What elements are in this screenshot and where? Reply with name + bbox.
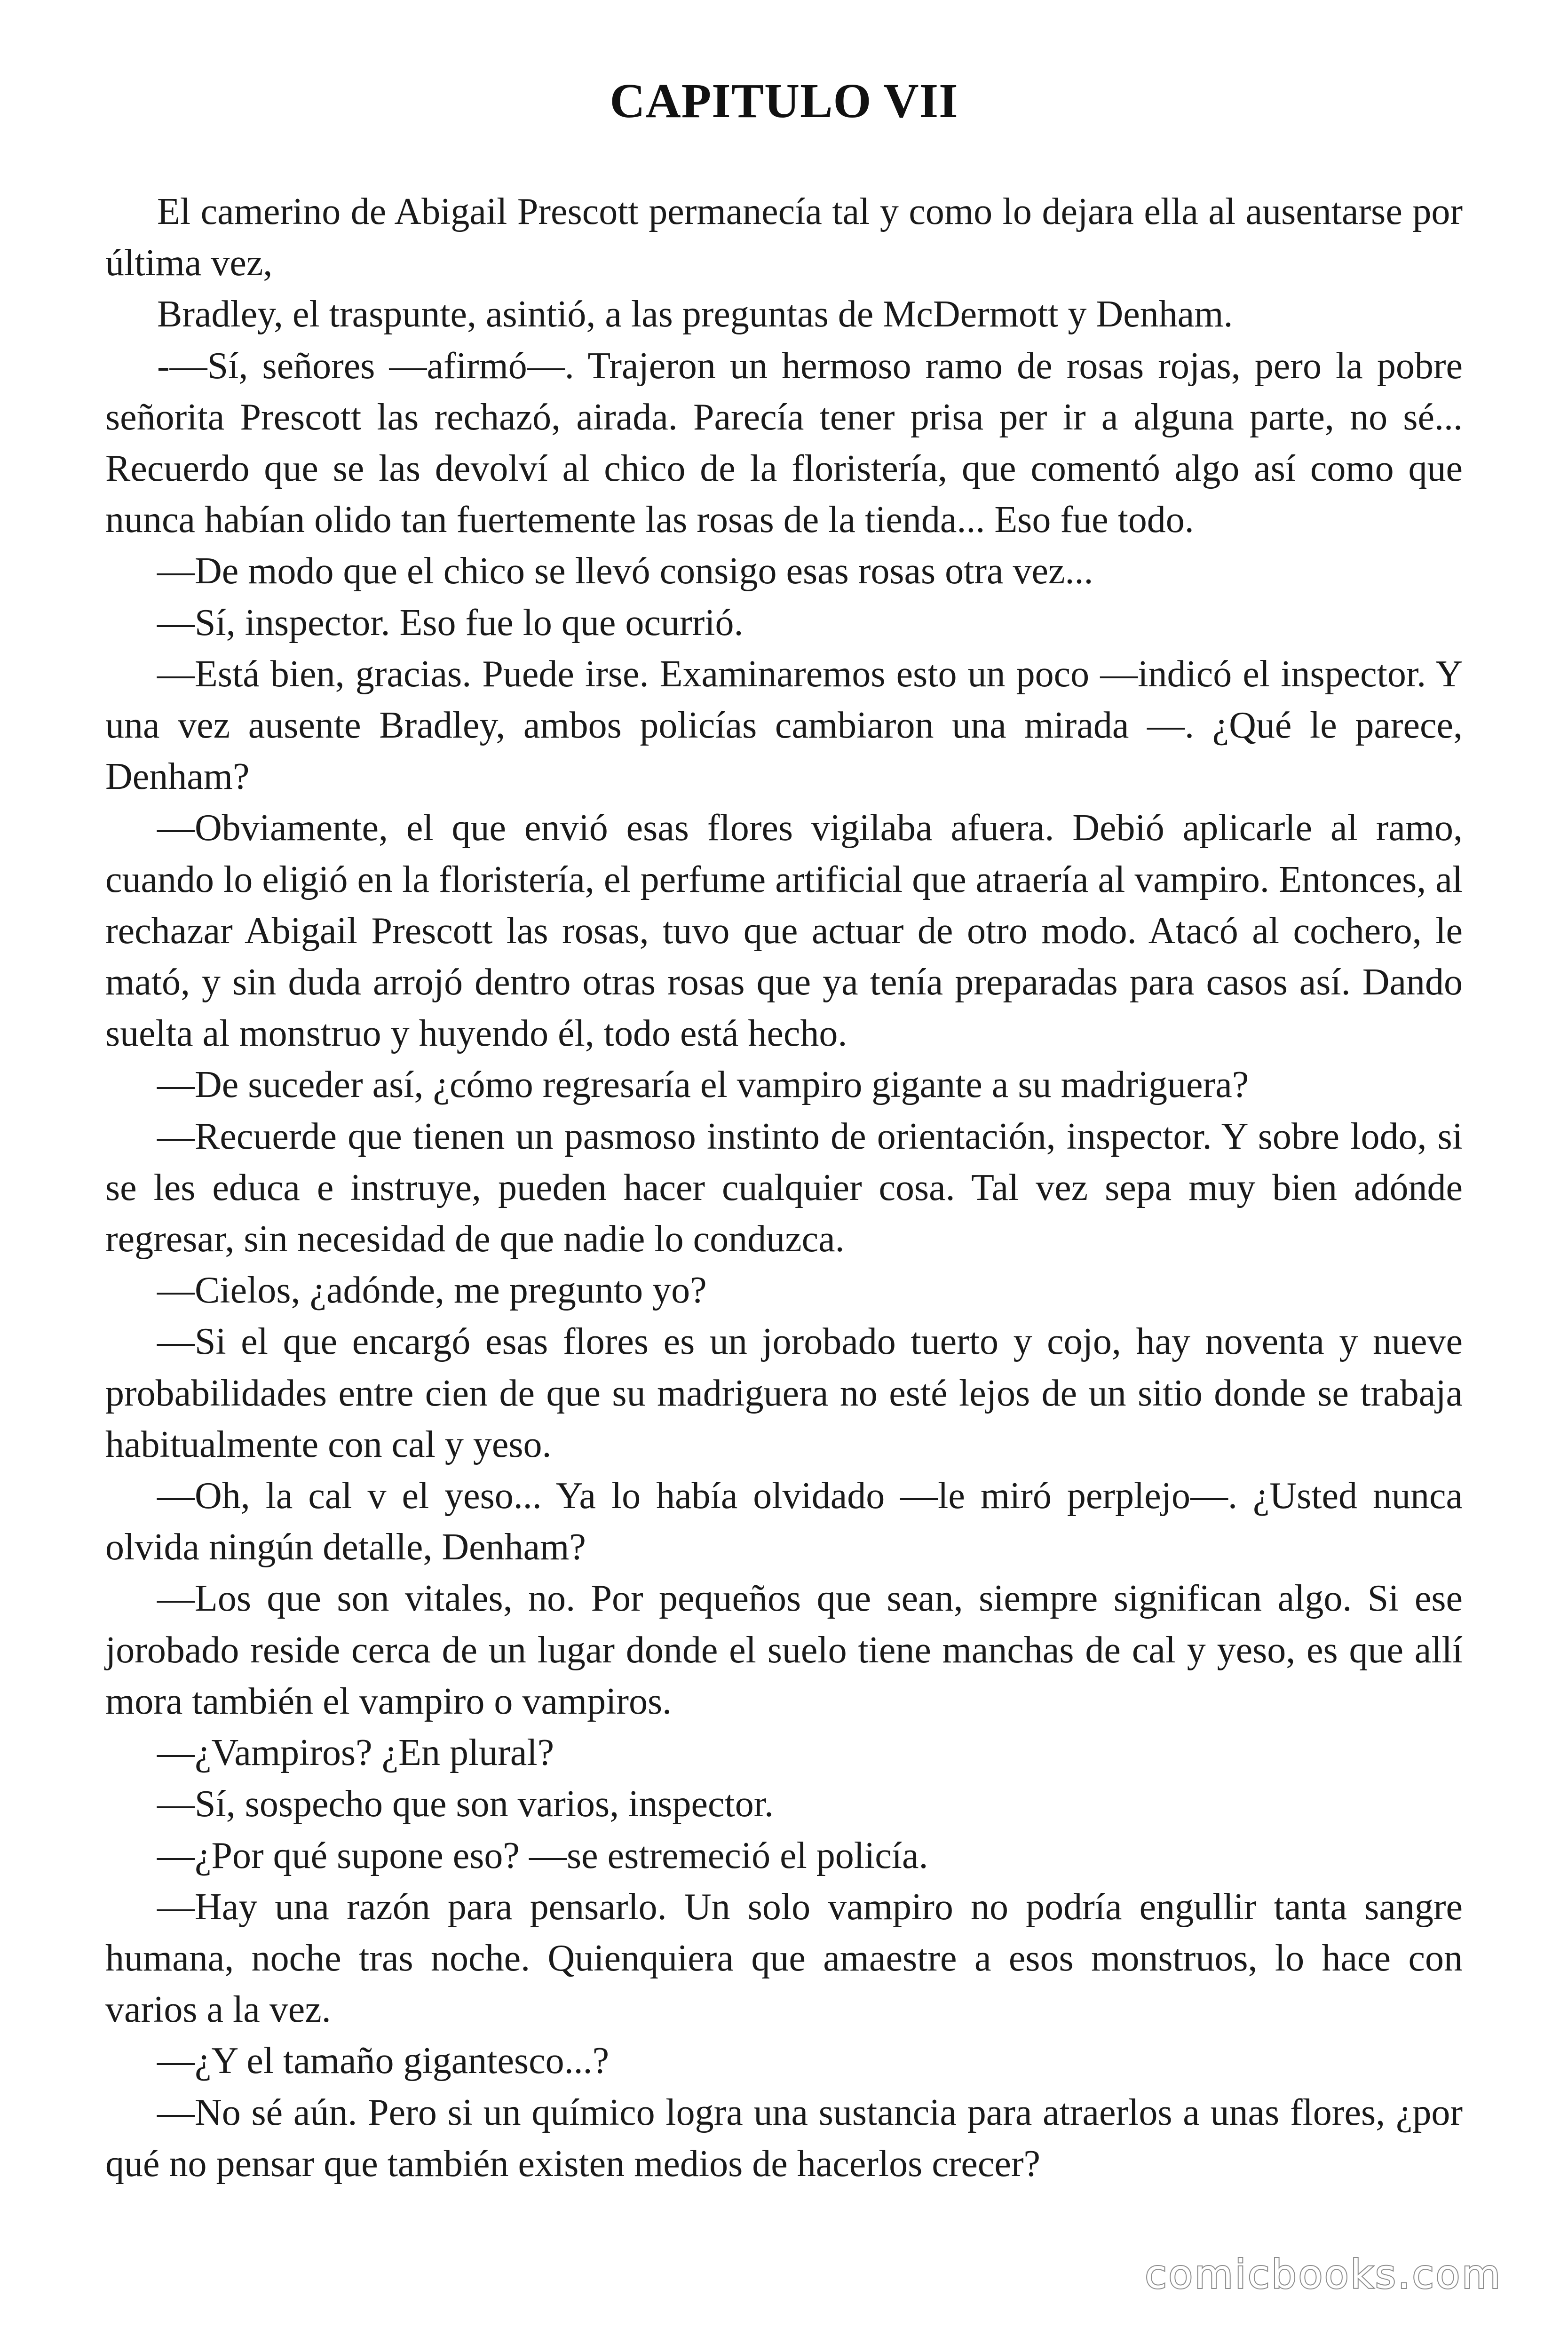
paragraph: —¿Y el tamaño gigantesco...? (157, 2040, 610, 2082)
paragraph: —Si el que encargó esas flores es un jorobado tuerto y cojo, hay noventa y nueve probabilidades entre cien de que su madriguera no esté lejos de un sitio donde se trabaja habitualmente con cal y yeso. (105, 1321, 1463, 1465)
paragraph: —No sé aún. Pero si un químico logra una sustancia para atraerlos a unas flores, ¿por qué no pensar que también existen medios de hacerlos crecer? (105, 2091, 1463, 2185)
paragraph: —De modo que el chico se llevó consigo esas rosas otra vez... (157, 550, 1093, 592)
watermark-logo: comicbooks.com (1145, 2251, 1502, 2297)
paragraph: —Cielos, ¿adónde, me pregunto yo? (157, 1270, 707, 1311)
paragraph: —¿Vampiros? ¿En plural? (157, 1732, 554, 1774)
chapter-title: CAPITULO VII (610, 74, 958, 128)
paragraph: -—Sí, señores —afirmó—. Trajeron un hermoso ramo de rosas rojas, pero la pobre señorita Prescott las rechazó, airada. Parecía tener prisa per ir a alguna parte, no sé... Recuerdo que se las devolví al chico de la floristería, que comentó algo así como que nunca habían olido tan fuertemente las rosas de la tienda... Eso fue todo. (105, 345, 1463, 541)
paragraph: —Está bien, gracias. Puede irse. Examinaremos esto un poco —indicó el inspector. Y una vez ausente Bradley, ambos policías cambiaron una mirada —. ¿Qué le parece, Denham? (105, 653, 1463, 798)
paragraph: Bradley, el traspunte, asintió, a las preguntas de McDermott y Denham. (157, 294, 1233, 335)
paragraph: —Obviamente, el que envió esas flores vigilaba afuera. Debió aplicarle al ramo, cuando lo eligió en la floristería, el perfume artificial que atraería al vampiro. Entonces, al rechazar Abigail Prescott las rosas, tuvo que actuar de otro modo. Atacó al cochero, le mató, y sin duda arrojó dentro otras rosas que ya tenía preparadas para casos así. Dando suelta al monstruo y huyendo él, todo está hecho. (105, 807, 1463, 1055)
paragraph: —¿Por qué supone eso? —se estremeció el policía. (157, 1835, 928, 1876)
paragraph: El camerino de Abigail Prescott permanecía tal y como lo dejara ella al ausentarse por última vez, (105, 191, 1463, 284)
paragraph: —Hay una razón para pensarlo. Un solo vampiro no podría engullir tanta sangre humana, noche tras noche. Quienquiera que amaestre a esos monstruos, lo hace con varios a la vez. (105, 1886, 1463, 2031)
paragraph: —Recuerde que tienen un pasmoso instinto de orientación, inspector. Y sobre lodo, si se les educa e instruye, pueden hacer cualquier cosa. Tal vez sepa muy bien adónde regresar, sin necesidad de que nadie lo conduzca. (105, 1115, 1463, 1260)
paragraph: —Sí, sospecho que son varios, inspector. (157, 1783, 774, 1825)
chapter-body (105, 186, 1463, 2190)
paragraph: —Sí, inspector. Eso fue lo que ocurrió. (157, 602, 744, 644)
paragraph: —Oh, la cal v el yeso... Ya lo había olvidado —le miró perplejo—. ¿Usted nunca olvida ningún detalle, Denham? (105, 1475, 1463, 1568)
paragraph: —Los que son vitales, no. Por pequeños que sean, siempre significan algo. Si ese jorobado reside cerca de un lugar donde el suelo tiene manchas de cal y yeso, es que allí mora también el vampiro o vampiros. (105, 1578, 1463, 1722)
paragraph: —De suceder así, ¿cómo regresaría el vampiro gigante a su madriguera? (157, 1064, 1249, 1106)
